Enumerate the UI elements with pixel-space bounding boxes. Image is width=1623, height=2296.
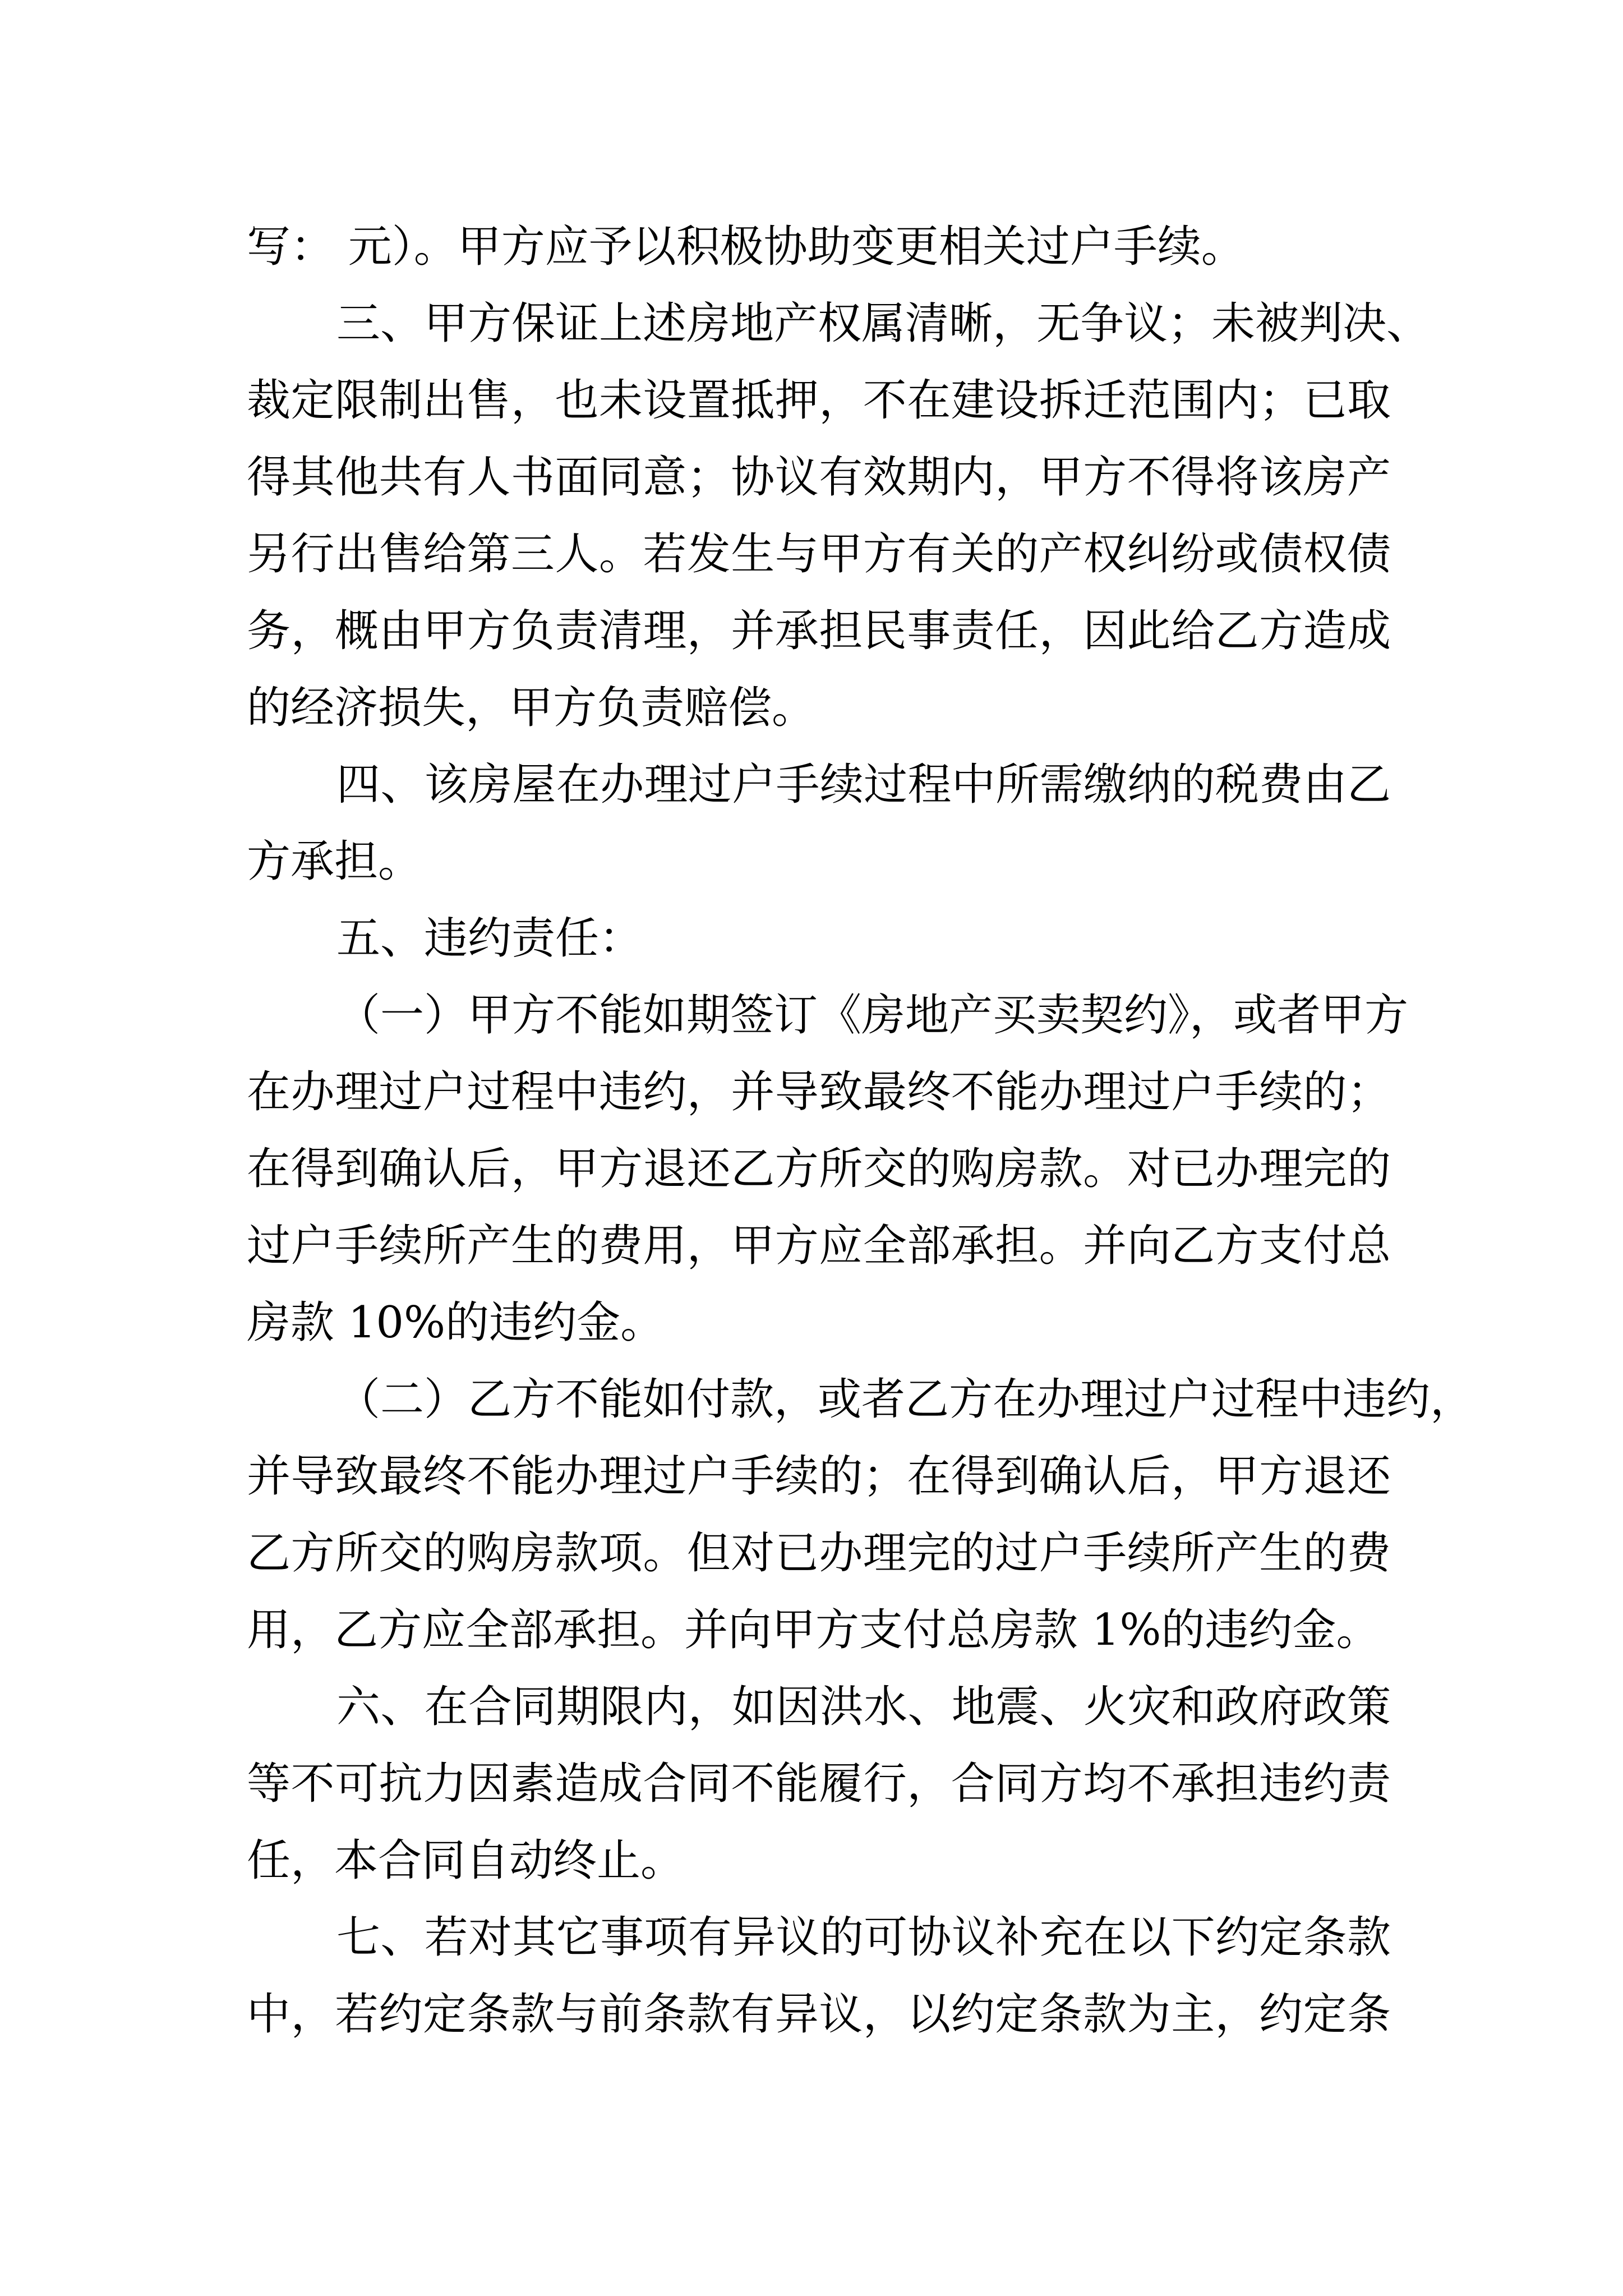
text-line: 五、违约责任： (336, 913, 643, 964)
text-line: 乙方所交的购房款项。但对已办理完的过户手续所产生的费 (247, 1528, 1391, 1579)
text-line: 中，若约定条款与前条款有异议，以约定条款为主，约定条 (247, 1989, 1391, 2040)
text-line: 房款 10%的违约金。 (247, 1297, 665, 1348)
text-line: （一）甲方不能如期签订《房地产买卖契约》，或者甲方 (336, 990, 1409, 1041)
text-line: 务，概由甲方负责清理，并承担民事责任，因此给乙方造成 (247, 606, 1391, 656)
text-line: 七、若对其它事项有异议的可协议补充在以下约定条款 (336, 1912, 1391, 1963)
text-line: 得其他共有人书面同意；协议有效期内，甲方不得将该房产 (247, 452, 1391, 503)
text-line: 过户手续所产生的费用，甲方应全部承担。并向乙方支付总 (247, 1221, 1391, 1271)
text-line: 等不可抗力因素造成合同不能履行，合同方均不承担违约责 (247, 1759, 1391, 1809)
document-body (247, 209, 1474, 2053)
text-line: 用，乙方应全部承担。并向甲方支付总房款 1%的违约金。 (247, 1605, 1380, 1655)
text-line: 六、在合同期限内，如因洪水、地震、火灾和政府政策 (336, 1682, 1391, 1732)
text-line: 裁定限制出售，也未设置抵押，不在建设拆迁范围内；已取 (247, 375, 1391, 426)
text-line: 在得到确认后，甲方退还乙方所交的购房款。对已办理完的 (247, 1144, 1391, 1194)
text-line: 写： 元）。甲方应予以积极协助变更相关过户手续。 (247, 222, 1245, 272)
text-line: 任，本合同自动终止。 (247, 1835, 685, 1886)
text-line: 另行出售给第三人。若发生与甲方有关的产权纠纷或债权债 (247, 529, 1391, 579)
text-line: 在办理过户过程中违约，并导致最终不能办理过户手续的； (247, 1067, 1391, 1117)
text-line: 的经济损失，甲方负责赔偿。 (247, 683, 816, 733)
text-line: （二）乙方不能如付款，或者乙方在办理过户过程中违约， (336, 1374, 1474, 1425)
text-line: 方承担。 (247, 836, 422, 887)
text-line: 三、甲方保证上述房地产权属清晰，无争议；未被判决、 (336, 298, 1431, 349)
text-line: 四、该房屋在办理过户手续过程中所需缴纳的税费由乙 (336, 760, 1391, 810)
text-line: 并导致最终不能办理过户手续的；在得到确认后，甲方退还 (247, 1451, 1391, 1502)
